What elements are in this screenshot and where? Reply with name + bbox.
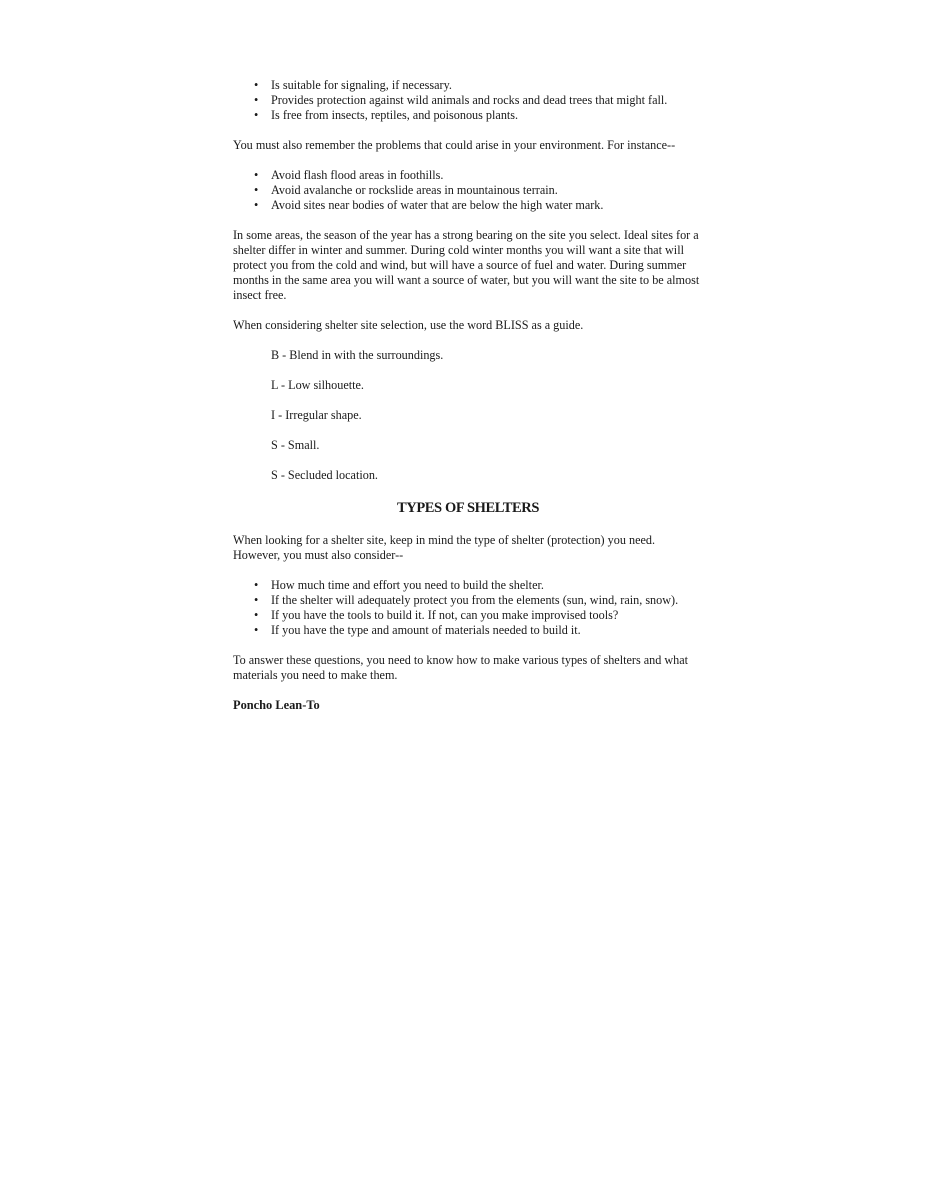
- bliss-list: [233, 348, 703, 483]
- bliss-item: I - Irregular shape.: [271, 408, 362, 422]
- list-item: • Avoid avalanche or rockslide areas in mountainous terrain.: [233, 183, 703, 198]
- bliss-item: L - Low silhouette.: [271, 378, 364, 392]
- list-item: • Avoid sites near bodies of water that are below the high water mark.: [233, 198, 703, 213]
- problems-list: [233, 168, 703, 213]
- paragraph-season: In some areas, the season of the year has a strong bearing on the site you select. Ideal sites for a shelter differ in winter and summer. During cold winter months you will want a site that will protect you from the cold and wind, but will have a source of fuel and water. During summer months in the same area you will want a source of water, but you will want the site to be almost insect free.: [233, 228, 700, 302]
- list-item: • Provides protection against wild animals and rocks and dead trees that might fall.: [233, 93, 703, 108]
- paragraph-types: When looking for a shelter site, keep in mind the type of shelter (protection) you need. However, you must also consider--: [233, 533, 656, 562]
- site-requirements-list: [233, 78, 703, 123]
- bliss-item: B - Blend in with the surroundings.: [271, 348, 444, 362]
- document-page: [233, 78, 703, 713]
- list-item: • If you have the type and amount of materials needed to build it.: [233, 623, 703, 638]
- paragraph-answer: To answer these questions, you need to know how to make various types of shelters and what materials you need to make them.: [233, 653, 689, 682]
- paragraph-bliss: When considering shelter site selection, use the word BLISS as a guide.: [233, 318, 584, 332]
- list-item: • If you have the tools to build it. If not, can you make improvised tools?: [233, 608, 703, 623]
- list-item: • Avoid flash flood areas in foothills.: [233, 168, 703, 183]
- consider-list: [233, 578, 703, 638]
- paragraph-problems: You must also remember the problems that could arise in your environment. For instance--: [233, 138, 676, 152]
- section-heading: TYPES OF SHELTERS: [396, 500, 540, 516]
- bliss-item: S - Secluded location.: [271, 468, 378, 482]
- bliss-item: S - Small.: [271, 438, 320, 452]
- subheading: Poncho Lean-To: [233, 698, 320, 712]
- list-item: • Is free from insects, reptiles, and poisonous plants.: [233, 108, 703, 123]
- list-item: • Is suitable for signaling, if necessary.: [233, 78, 703, 93]
- list-item: • How much time and effort you need to build the shelter.: [233, 578, 703, 593]
- list-item: • If the shelter will adequately protect you from the elements (sun, wind, rain, snow).: [233, 593, 703, 608]
